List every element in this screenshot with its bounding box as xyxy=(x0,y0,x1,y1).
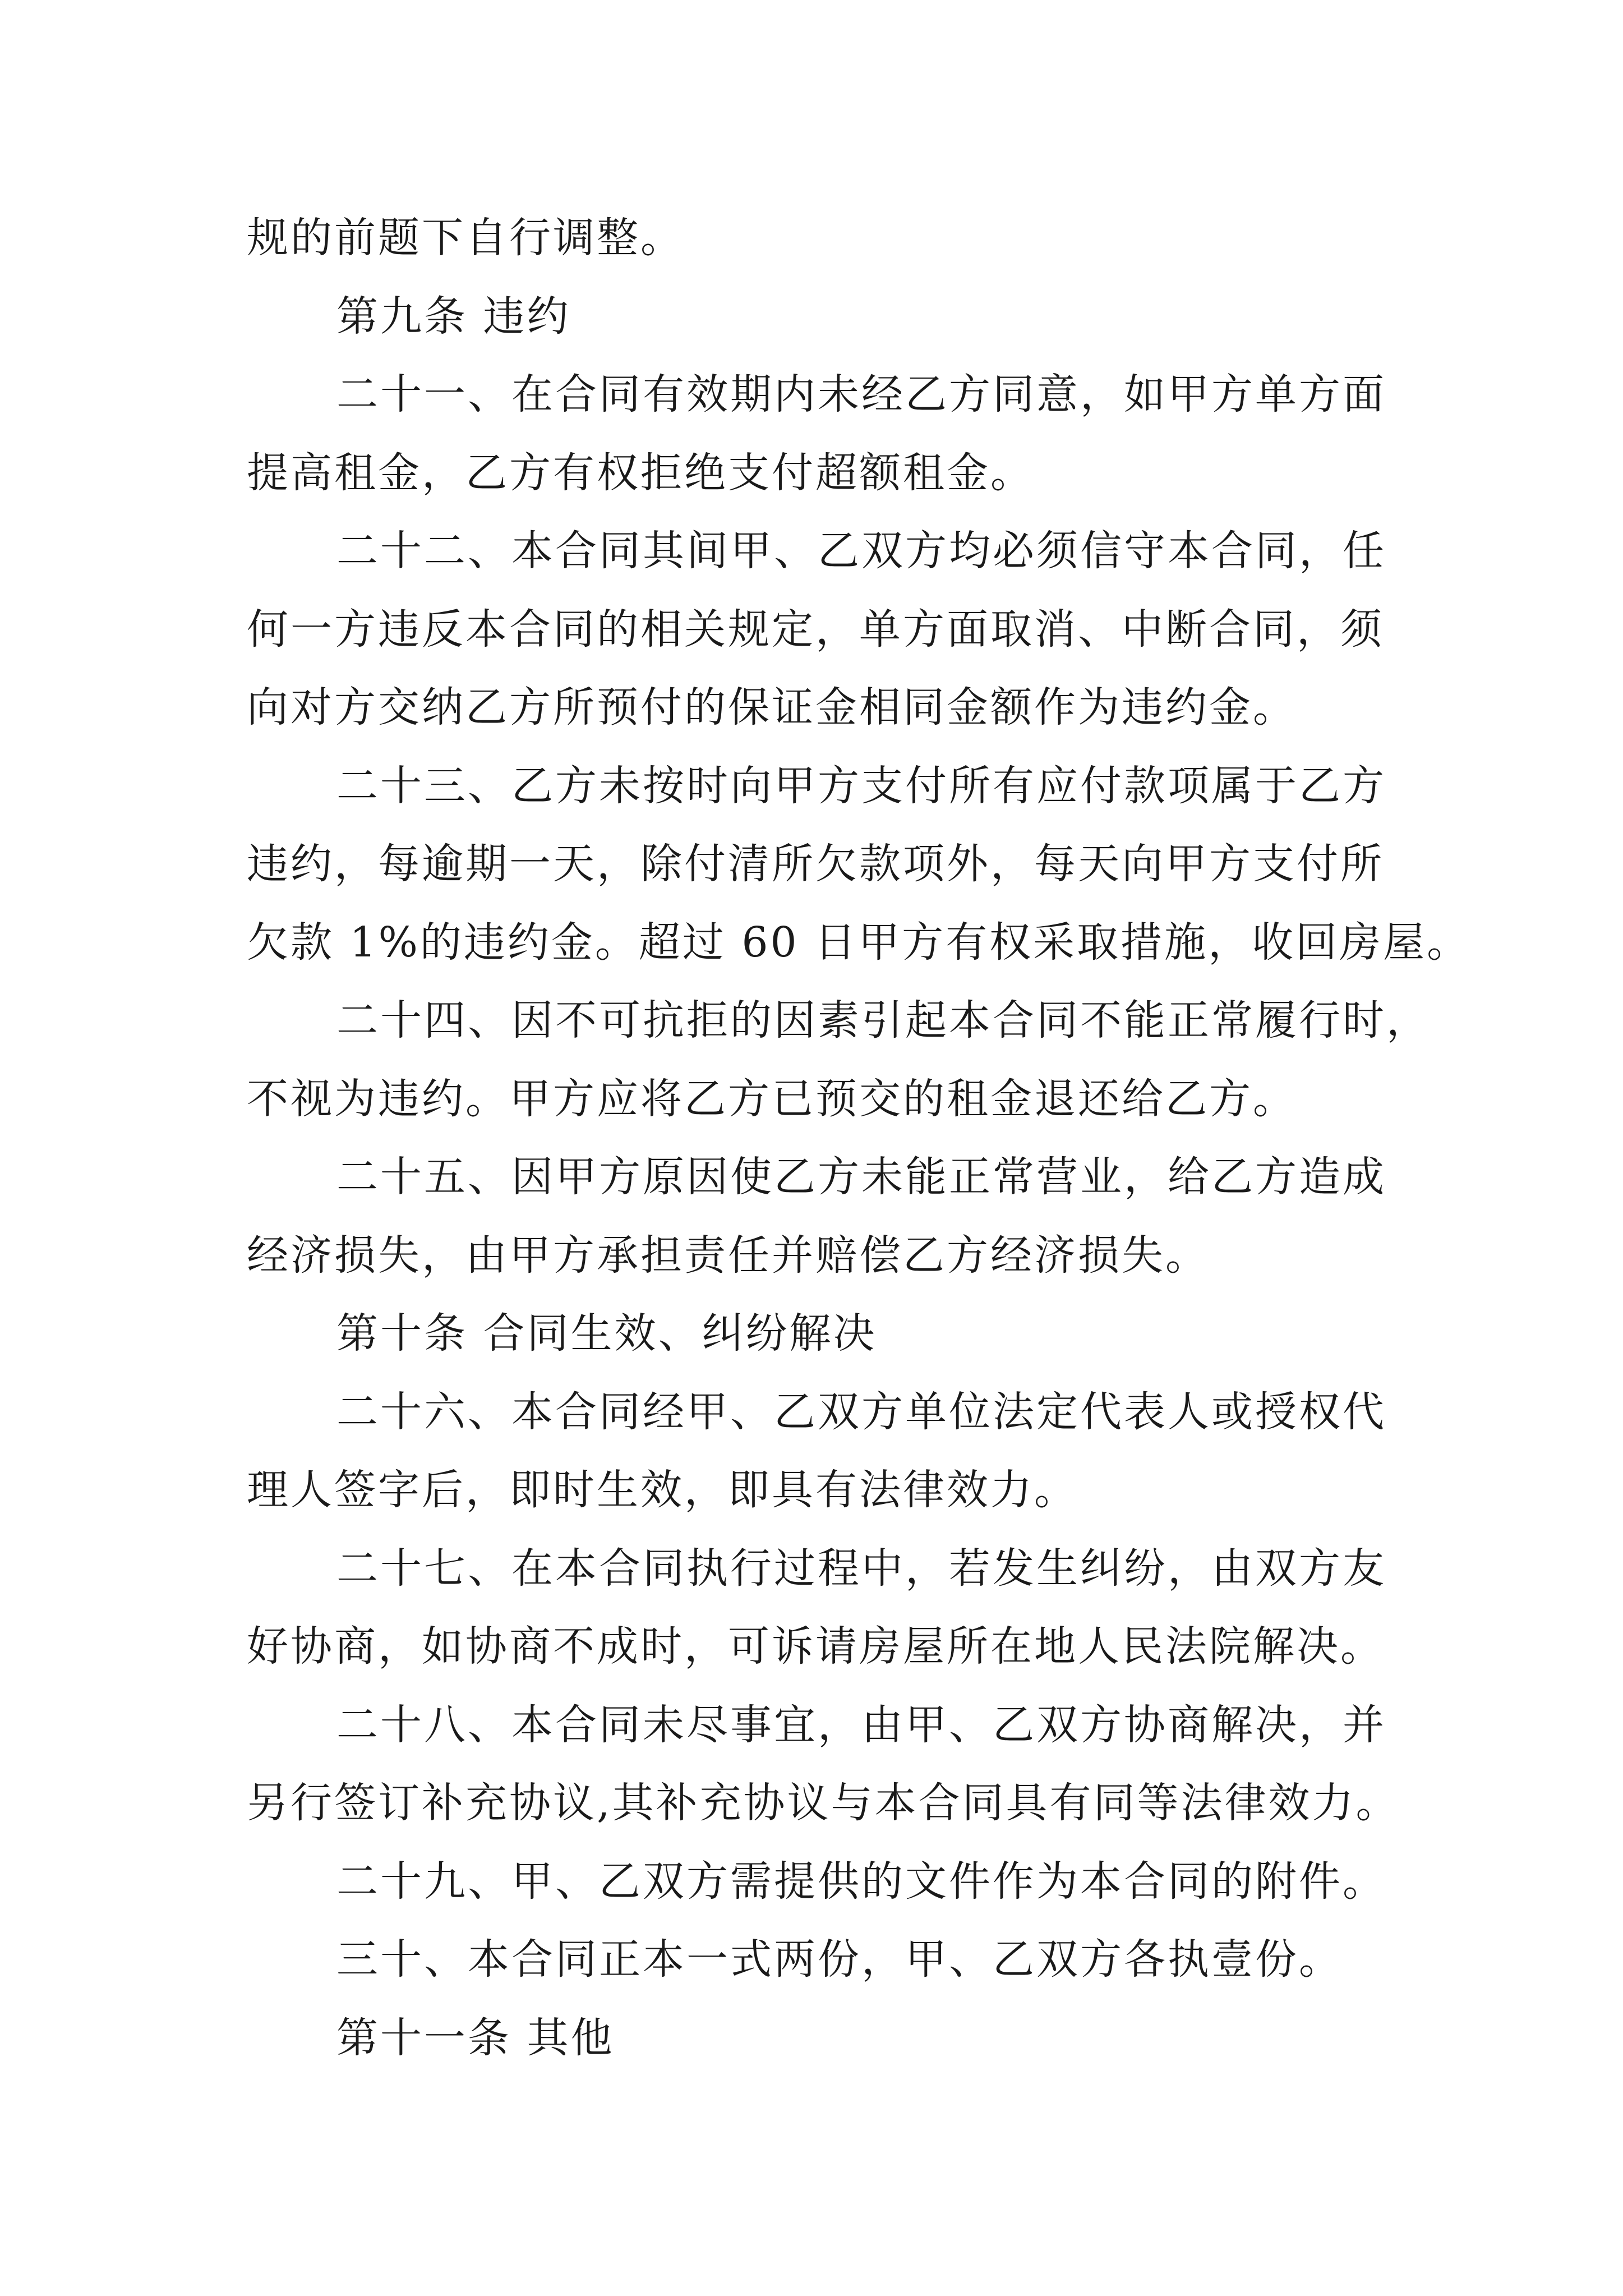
text-line: 经济损失，由甲方承担责任并赔偿乙方经济损失。 xyxy=(247,1231,1209,1280)
text-line: 二十六、本合同经甲、乙双方单位法定代表人或授权代 xyxy=(336,1387,1386,1436)
text-line: 二十二、本合同其间甲、乙双方均必须信守本合同，任 xyxy=(336,527,1386,575)
text-line: 二十五、因甲方原因使乙方未能正常营业，给乙方造成 xyxy=(336,1153,1386,1201)
text-line: 何一方违反本合同的相关规定，单方面取消、中断合同，须 xyxy=(247,605,1384,654)
text-line: 二十九、甲、乙双方需提供的文件作为本合同的附件。 xyxy=(336,1857,1386,1906)
text-line: 二十七、在本合同执行过程中，若发生纠纷，由双方友 xyxy=(336,1544,1386,1593)
text-line: 二十四、因不可抗拒的因素引起本合同不能正常履行时， xyxy=(336,996,1430,1045)
text-line: 规的前题下自行调整。 xyxy=(247,214,684,262)
text-line: 三十、本合同正本一式两份，甲、乙双方各执壹份。 xyxy=(336,1935,1343,1984)
text-line: 二十一、在合同有效期内未经乙方同意，如甲方单方面 xyxy=(336,370,1386,418)
section-heading: 第九条 违约 xyxy=(336,292,571,341)
text-line: 欠款 1%的违约金。超过 60 日甲方有权采取措施，收回房屋。 xyxy=(247,918,1471,967)
text-line: 二十八、本合同未尽事宜，由甲、乙双方协商解决，并 xyxy=(336,1700,1386,1749)
text-line: 提高租金，乙方有权拒绝支付超额租金。 xyxy=(247,448,1034,497)
section-heading: 第十条 合同生效、纠纷解决 xyxy=(336,1309,877,1358)
contract-body xyxy=(247,199,1471,2077)
text-line: 不视为违约。甲方应将乙方已预交的租金退还给乙方。 xyxy=(247,1074,1297,1123)
text-line: 好协商，如协商不成时，可诉请房屋所在地人民法院解决。 xyxy=(247,1622,1384,1671)
text-line: 违约，每逾期一天，除付清所欠款项外，每天向甲方支付所 xyxy=(247,840,1384,888)
text-line: 理人签字后，即时生效，即具有法律效力。 xyxy=(247,1466,1078,1514)
text-line: 向对方交纳乙方所预付的保证金相同金额作为违约金。 xyxy=(247,683,1297,731)
section-heading: 第十一条 其他 xyxy=(336,2013,615,2062)
text-line: 另行签订补充协议,其补充协议与本合同具有同等法律效力。 xyxy=(247,1779,1400,1827)
text-line: 二十三、乙方未按时向甲方支付所有应付款项属于乙方 xyxy=(336,761,1386,810)
